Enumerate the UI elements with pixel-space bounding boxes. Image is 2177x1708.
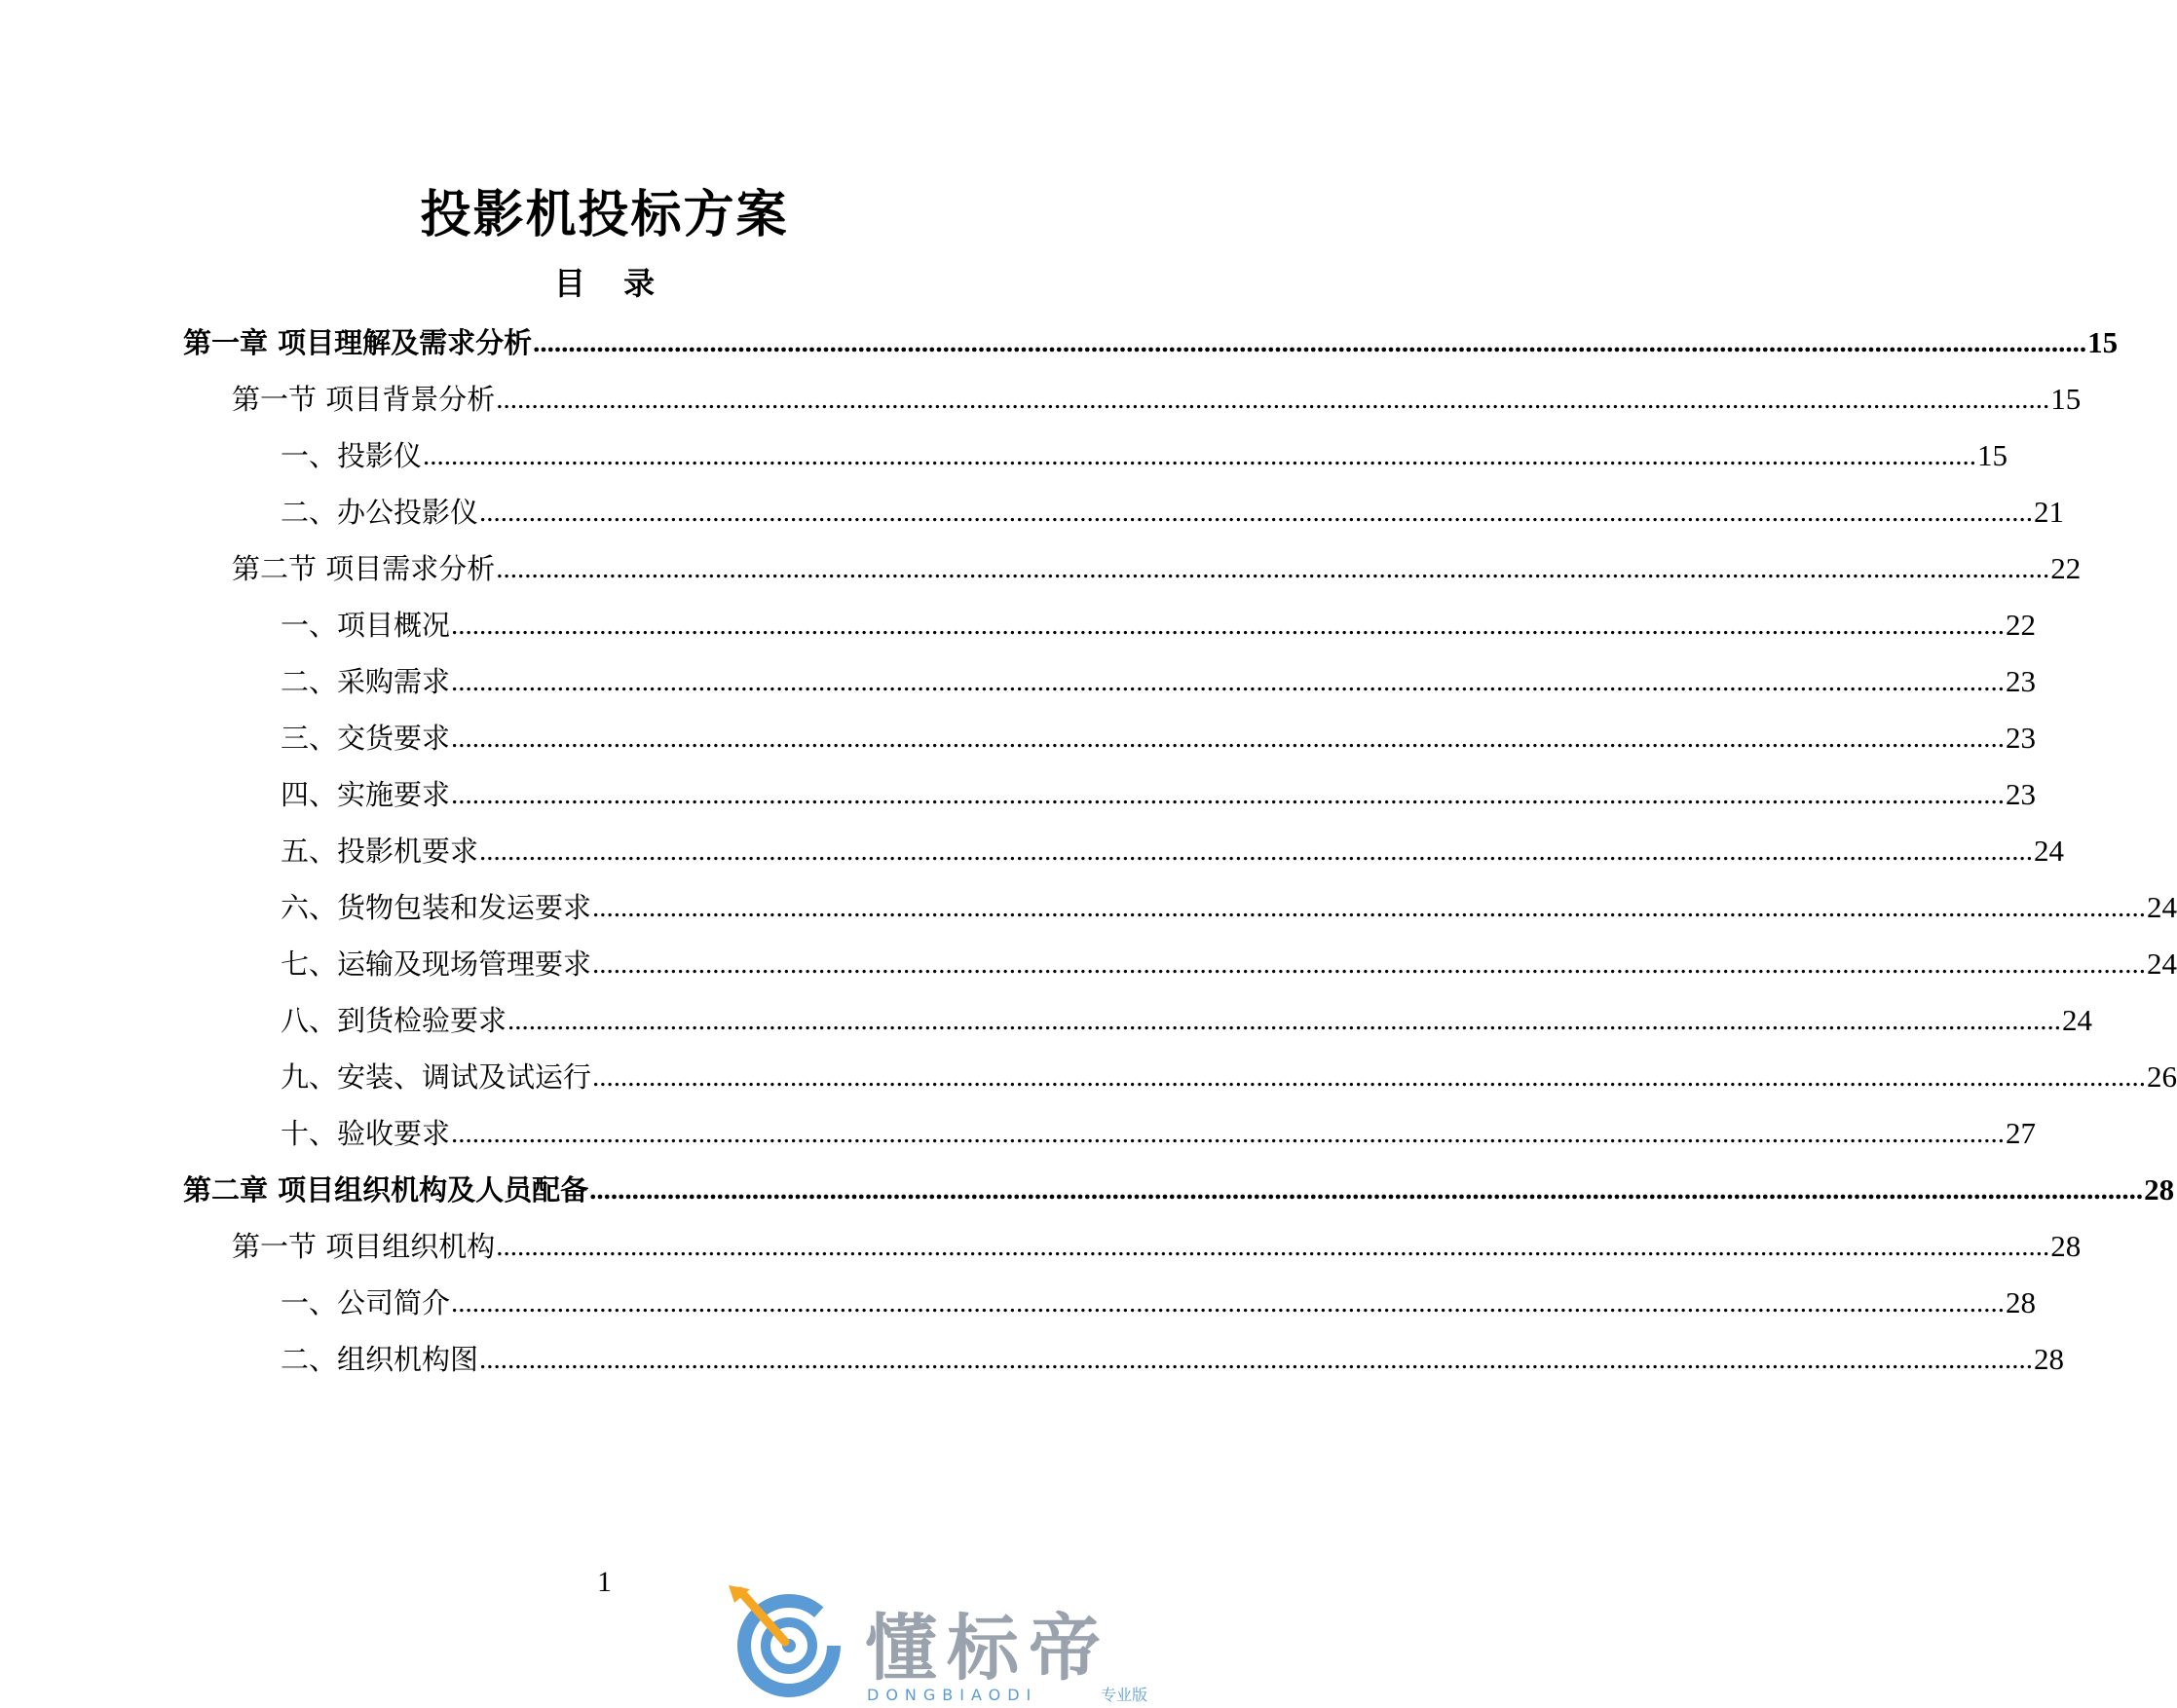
toc-entry-label: 五、投影机要求 (281, 835, 479, 868)
toc-dot-leader: ............................................................................................................................................................................................................................ (592, 948, 2147, 980)
toc-entry-page: 28 (2144, 1172, 2175, 1207)
toc-entry-label: 二、采购需求 (281, 665, 451, 698)
toc-entry[interactable] (281, 489, 2065, 532)
toc-entry-label: 第二节 项目需求分析 (232, 552, 496, 585)
watermark-edition: 专业版 (1101, 1686, 1148, 1704)
toc-entry-page: 27 (2006, 1116, 2037, 1150)
toc-entry-label: 九、安装、调试及试运行 (281, 1060, 592, 1094)
toc-entry-page: 15 (2087, 325, 2119, 359)
toc-entry-label: 一、项目概况 (281, 609, 451, 642)
toc-entry-page: 22 (2006, 608, 2037, 642)
toc-entry-label: 第一节 项目组织机构 (232, 1230, 496, 1263)
toc-entry[interactable] (281, 602, 2037, 645)
toc-entry-label: 七、运输及现场管理要求 (281, 947, 592, 981)
toc-entry[interactable] (281, 1110, 2037, 1153)
toc-entry-page: 24 (2034, 834, 2065, 868)
toc-dot-leader: ............................................................................................................................................................................................................................ (592, 1061, 2147, 1093)
toc-entry-page: 28 (2050, 1229, 2082, 1263)
toc-entry-page: 26 (2147, 1059, 2177, 1094)
page-number: 1 (597, 1566, 612, 1598)
toc-entry-page: 28 (2034, 1342, 2065, 1376)
toc-entry[interactable] (232, 545, 2082, 588)
toc-entry[interactable] (281, 715, 2037, 758)
toc-dot-leader: ............................................................................................................................................................................................................................ (451, 723, 2006, 754)
target-icon (721, 1578, 1188, 1704)
toc-entry-page: 22 (2050, 551, 2082, 585)
toc-entry-label: 十、验收要求 (281, 1117, 451, 1150)
toc-entry[interactable] (281, 997, 2093, 1040)
toc-dot-leader: ............................................................................................................................................................................................................................ (451, 779, 2006, 810)
toc-entry-page: 24 (2147, 890, 2177, 924)
watermark-logo (721, 1578, 1188, 1704)
toc-entry[interactable] (281, 432, 2008, 475)
toc-entry-page: 28 (2006, 1285, 2037, 1319)
toc-dot-leader: ............................................................................................................................................................................................................................ (496, 553, 2050, 584)
toc-entry-page: 23 (2006, 777, 2037, 811)
toc-entry-label: 八、到货检验要求 (281, 1004, 507, 1037)
toc-entry[interactable] (232, 376, 2082, 419)
watermark-brand: 懂标帝 (865, 1607, 1110, 1690)
toc-entry[interactable] (281, 1336, 2065, 1379)
toc-entry-label: 第一节 项目背景分析 (232, 383, 496, 416)
watermark-romanized: DONGBIAODI (867, 1686, 1038, 1704)
toc-entry-label: 第二章 项目组织机构及人员配备 (183, 1173, 589, 1207)
toc-entry[interactable] (281, 658, 2037, 701)
toc-dot-leader: ............................................................................................................................................................................................................................ (423, 440, 1977, 471)
toc-dot-leader: ............................................................................................................................................................................................................................ (533, 327, 2087, 358)
toc-entry[interactable] (281, 828, 2065, 871)
toc-dot-leader: ............................................................................................................................................................................................................................ (589, 1174, 2144, 1206)
toc-dot-leader: ............................................................................................................................................................................................................................ (507, 1005, 2062, 1036)
toc-entry[interactable] (281, 941, 2177, 984)
toc-entry-page: 23 (2006, 664, 2037, 698)
toc-entry-label: 一、投影仪 (281, 439, 423, 472)
toc-entry-page: 15 (1977, 438, 2008, 472)
toc-dot-leader: ............................................................................................................................................................................................................................ (479, 835, 2034, 867)
toc-entry-label: 第一章 项目理解及需求分析 (183, 326, 533, 359)
document-title: 投影机投标方案 (420, 186, 789, 244)
toc-entry-page: 24 (2062, 1003, 2093, 1037)
toc-entry[interactable] (281, 1280, 2037, 1322)
toc-entry-page: 23 (2006, 721, 2037, 755)
toc-entry[interactable] (281, 771, 2037, 814)
toc-entry[interactable] (281, 1054, 2177, 1096)
toc-entry-label: 三、交货要求 (281, 722, 451, 755)
toc-dot-leader: ............................................................................................................................................................................................................................ (592, 892, 2147, 923)
toc-dot-leader: ............................................................................................................................................................................................................................ (479, 1344, 2034, 1375)
toc-dot-leader: ............................................................................................................................................................................................................................ (479, 497, 2034, 528)
toc-entry-label: 一、公司简介 (281, 1286, 451, 1319)
toc-entry-page: 24 (2147, 947, 2177, 981)
toc-entry-label: 四、实施要求 (281, 778, 451, 811)
toc-entry-label: 六、货物包装和发运要求 (281, 891, 592, 924)
toc-dot-leader: ............................................................................................................................................................................................................................ (496, 384, 2050, 415)
toc-entry[interactable] (183, 319, 2119, 362)
toc-dot-leader: ............................................................................................................................................................................................................................ (451, 1287, 2006, 1318)
toc-entry-label: 二、办公投影仪 (281, 496, 479, 529)
toc-entry[interactable] (183, 1167, 2175, 1209)
toc-dot-leader: ............................................................................................................................................................................................................................ (496, 1231, 2050, 1262)
toc-entry[interactable] (281, 884, 2177, 927)
toc-dot-leader: ............................................................................................................................................................................................................................ (451, 1118, 2006, 1149)
toc-heading: 目 录 (553, 265, 669, 302)
toc-entry-page: 15 (2050, 382, 2082, 416)
toc-entry[interactable] (232, 1223, 2082, 1266)
toc-dot-leader: ............................................................................................................................................................................................................................ (451, 666, 2006, 697)
toc-entry-page: 21 (2034, 495, 2065, 529)
toc-dot-leader: ............................................................................................................................................................................................................................ (451, 610, 2006, 641)
toc-entry-label: 二、组织机构图 (281, 1343, 479, 1376)
